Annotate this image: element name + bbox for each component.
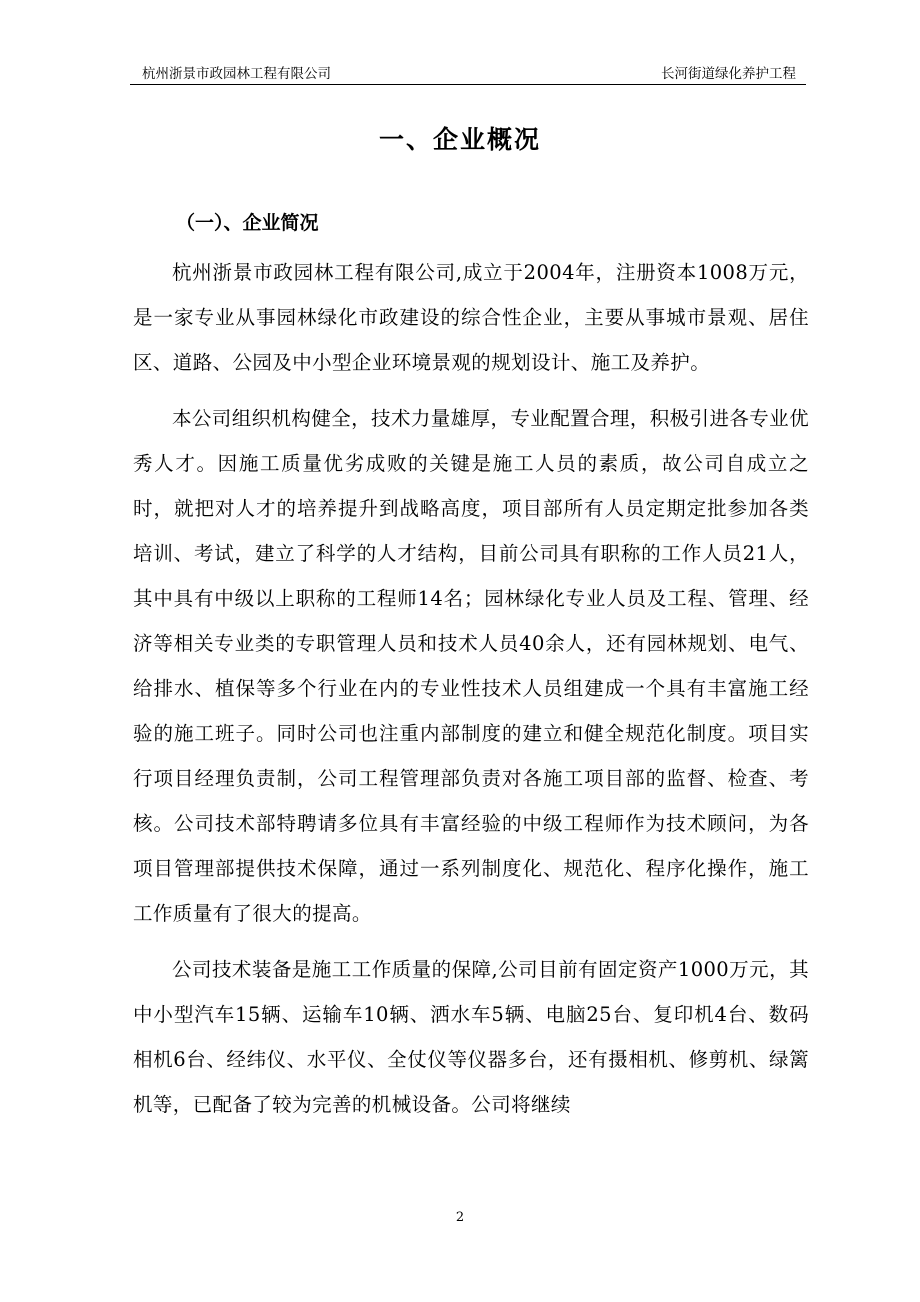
paragraph-company-intro: 杭州浙景市政园林工程有限公司,成立于2004年，注册资本1008万元，是一家专业从事园林绿化市政建设的综合性企业，主要从事城市景观、居住区、道路、公园及中小型企业环境景观的规划设计、施工及养护。 xyxy=(133,261,809,374)
paragraph-organization: 本公司组织机构健全，技术力量雄厚，专业配置合理，积极引进各专业优秀人才。因施工质量优劣成败的关键是施工人员的素质，故公司自成立之时，就把对人才的培养提升到战略高度，项目部所有人员定期定批参加各类培训、考试，建立了科学的人才结构，目前公司具有职称的工作人员21人，其中具有中级以上职称的工程师14名；园林绿化专业人员及工程、管理、经济等相关专业类的专职管理人员和技术人员40余人，还有园林规划、电气、给排水、植保等多个行业在内的专业性技术人员组建成一个具有丰富施工经验的施工班子。同时公司也注重内部制度的建立和健全规范化制度。项目实行项目经理负责制，公司工程管理部负责对各施工项目部的监督、检查、考核。公司技术部特聘请多位具有丰富经验的中级工程师作为技术顾问，为各项目管理部提供技术保障，通过一系列制度化、规范化、程序化操作，施工工作质量有了很大的提高。 xyxy=(133,407,809,925)
header-project-name: 长河街道绿化养护工程 xyxy=(661,66,796,82)
page-header xyxy=(130,60,806,85)
header-company-name: 杭州浙景市政园林工程有限公司 xyxy=(142,66,331,82)
page-title: 一、企业概况 xyxy=(378,125,541,154)
page-number: 2 xyxy=(455,1210,465,1225)
body-text xyxy=(133,250,809,1127)
paragraph-equipment: 公司技术装备是施工工作质量的保障,公司目前有固定资产1000万元，其中小型汽车15辆、运输车10辆、洒水车5辆、电脑25台、复印机4台、数码相机6台、经纬仪、水平仪、全仗仪等仪器多台，还有摄相机、修剪机、绿篱机等，已配备了较为完善的机械设备。公司将继续 xyxy=(133,958,809,1116)
section-heading: （一）、企业简况 xyxy=(176,212,319,234)
